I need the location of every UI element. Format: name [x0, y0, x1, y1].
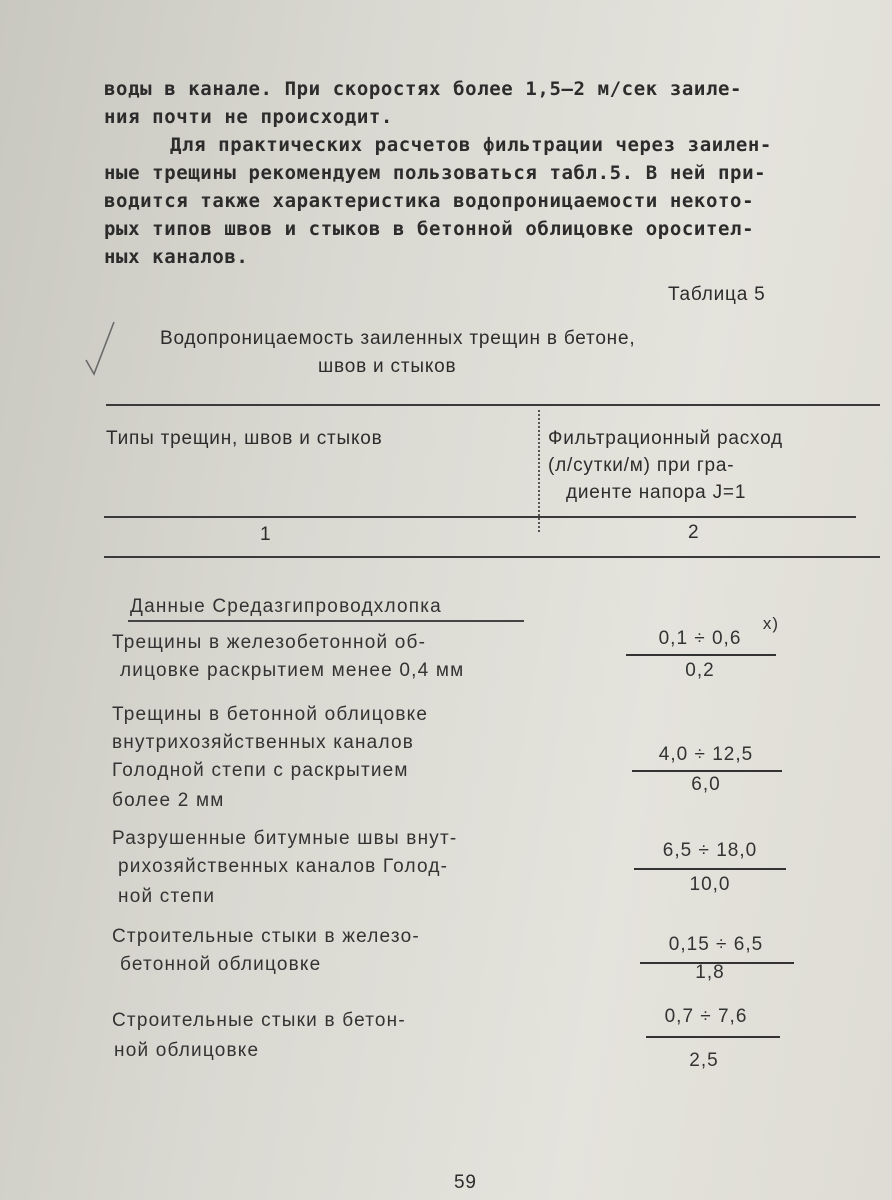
row-3-line-2: рихозяйственных каналов Голод- [118, 856, 449, 877]
row-1-line-1: Трещины в железобетонной об- [112, 632, 427, 653]
row-3-line-1: Разрушенные битумные швы внут- [112, 828, 458, 849]
row-1-line-2: лицовке раскрытием менее 0,4 мм [120, 660, 465, 681]
row-2-line-4: более 2 мм [112, 790, 225, 811]
section-heading: Данные Средазгипроводхлопка [130, 596, 442, 617]
check-mark-icon [80, 318, 120, 378]
row-3-fraction-line [634, 868, 786, 870]
page-number: 59 [454, 1172, 477, 1193]
row-2-average: 6,0 [691, 774, 721, 795]
row-4-average: 1,8 [695, 962, 725, 983]
row-2-line-2: внутрихозяйственных каналов [112, 732, 415, 753]
row-5-fraction-line [646, 1036, 780, 1038]
header-bottom-rule [104, 516, 856, 518]
column-divider [538, 410, 540, 532]
table-title-line-1: Водопроницаемость заиленных трещин в бетоне, [160, 328, 636, 349]
row-2-line-3: Голодной степи с раскрытием [112, 760, 409, 781]
col1-header: Типы трещин, швов и стыков [106, 428, 383, 449]
row-3-range: 6,5 ÷ 18,0 [662, 840, 758, 861]
intro-line-3: Для практических расчетов фильтрации через заилен- [170, 134, 772, 156]
row-5-line-2: ной облицовке [114, 1040, 260, 1061]
row-5-line-1: Строительные стыки в бетон- [112, 1010, 406, 1031]
row-1-range: 0,1 ÷ 0,6 [658, 628, 742, 649]
intro-line-1: воды в канале. При скоростях более 1,5–2 м/сек заиле- [104, 78, 743, 100]
row-2-range: 4,0 ÷ 12,5 [658, 744, 754, 765]
table-top-rule [106, 404, 880, 406]
intro-line-6: рых типов швов и стыков в бетонной облицовке оросител- [104, 218, 755, 240]
row-5-average: 2,5 [689, 1050, 719, 1071]
intro-line-4: ные трещины рекомендуем пользоваться табл.5. В ней при- [104, 162, 767, 184]
col1-number: 1 [260, 524, 272, 545]
row-5-range: 0,7 ÷ 7,6 [664, 1006, 748, 1027]
col2-number: 2 [688, 522, 700, 543]
row-1-fraction-line [626, 654, 776, 656]
row-3-line-3: ной степи [118, 886, 216, 907]
col2-header-line-2: (л/сутки/м) при гра- [548, 455, 735, 476]
col2-header-line-1: Фильтрационный расход [548, 428, 783, 449]
row-4-line-1: Строительные стыки в железо- [112, 926, 420, 947]
row-2-fraction-line [632, 770, 782, 772]
table-title-line-2: швов и стыков [318, 356, 457, 377]
numbers-bottom-rule [104, 556, 880, 558]
table-number: Таблица 5 [668, 284, 766, 305]
section-heading-underline [128, 620, 524, 622]
col2-header-line-3: диенте напора J=1 [566, 482, 747, 503]
row-2-line-1: Трещины в бетонной облицовке [112, 704, 429, 725]
row-3-average: 10,0 [689, 874, 731, 895]
intro-line-5: водится также характеристика водопроницаемости некото- [104, 190, 755, 212]
row-1-footnote-mark: x) [762, 614, 780, 633]
row-1-average: 0,2 [685, 660, 715, 681]
intro-line-2: ния почти не происходит. [104, 106, 393, 128]
row-4-line-2: бетонной облицовке [120, 954, 322, 975]
row-4-range: 0,15 ÷ 6,5 [668, 934, 764, 955]
intro-line-7: ных каналов. [104, 246, 249, 268]
